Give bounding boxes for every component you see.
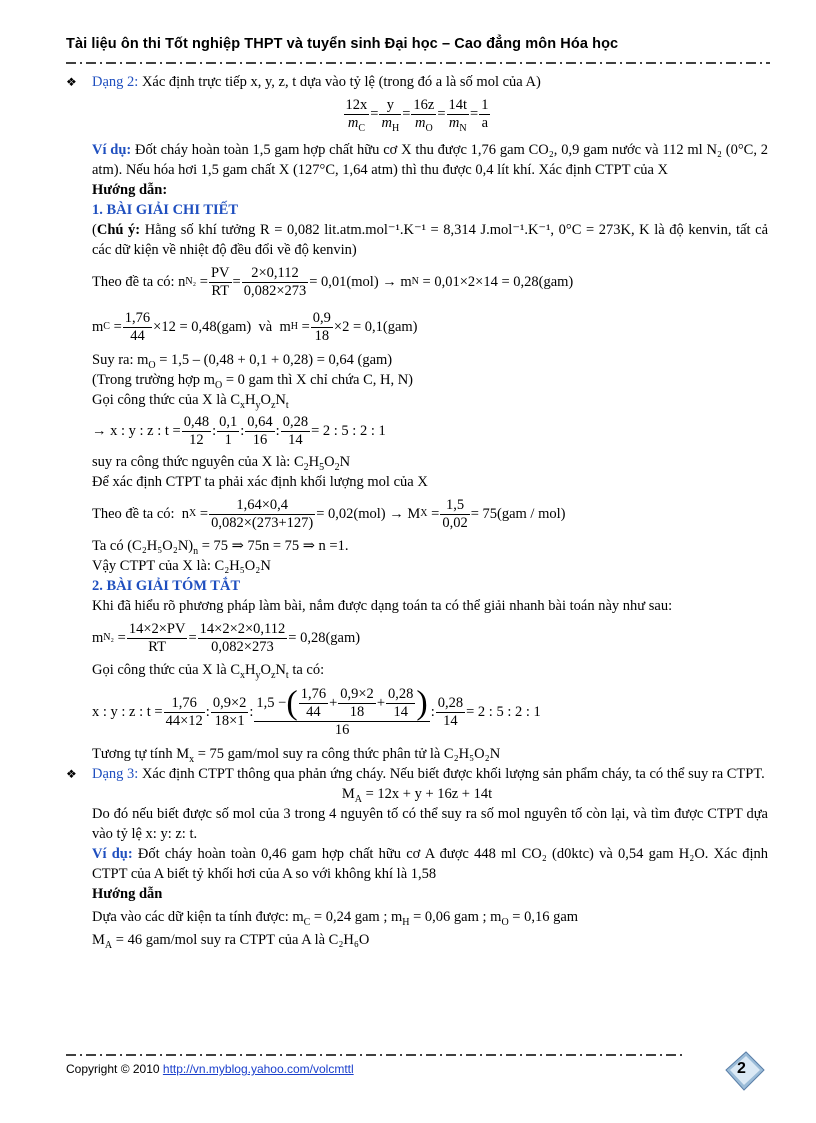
guide-heading-2: Hướng dẫn: [92, 886, 163, 902]
eq-ratio-xyzt: → x : y : z : t = $\frac{0,48}{12}$ : $\frac{0,1}{1}$ : $\frac{0,64}{16}$ : $\frac{0,28}{14}$ = 2 : 5 : 2 : 1: [92, 413, 386, 448]
eq-m-n2: m N₂ = $\frac{14\times 2\times PV}{RT}$ = $\frac{14\times 2\times 2\times 0,112}{0,082\times 273}$ = 0,28(gam): [92, 620, 361, 655]
page-header: Tài liệu ôn thi Tốt nghiệp THPT và tuyển sinh Đại học – Cao đẳng môn Hóa học: [66, 36, 619, 52]
trong-truong-hop: (Trong trường hợp $m_O = 0$ gam thì X chỉ chứa C, H, N): [92, 372, 414, 391]
ma-final: $M_A = 46$ gam/mol suy ra CTPT của A là C₂H₆O: [92, 932, 370, 951]
page-number-badge: [720, 1048, 768, 1094]
footer-divider: [66, 1052, 686, 1056]
suy-ra-mo: Suy ra: $m_O = 1,5 - (0,48 + 0,1 + 0,28) = 0,64$ (gam): [92, 352, 393, 371]
khi-da-hieu: Khi đã hiểu rõ phương pháp làm bài, nắm được dạng toán ta có thể giải nhanh bài toán này như sau:: [92, 598, 673, 614]
example1: [66, 140, 768, 180]
de-xac-dinh: Để xác định CTPT ta phải xác định khối lượng mol của X: [92, 474, 428, 490]
goi-cong-thuc-1: Gọi công thức của X là $C_xH_yO_zN_t$: [92, 392, 289, 411]
example1-label: Ví dụ:: [92, 142, 132, 158]
page-footer: [66, 1062, 354, 1076]
eq-big-ratio: x : y : z : t = $\frac{1,76}{44\times 12}$ : $\frac{0,9\times 2}{18\times 1}$ : 1,5 −( $\frac{1,76}{44}$ + $\frac{0,9\times 2}{18}$ + $\frac{0,28}{14}$ ) 16 : $\frac{0,28}{14}$ = 2 : 5 : 2 : 1: [92, 684, 541, 738]
vay-ctpt: Vậy CTPT của X là: C₂H₅O₂N: [92, 558, 271, 574]
copyright-text: Copyright © 2010: [66, 1062, 163, 1076]
do-do: Do đó nếu biết được số mol của 3 trong 4 nguyên tố có thể suy ra số mol nguyên tố còn lại, và tìm được CTPT dựa vào tỷ lệ x: y: z: t.: [92, 806, 768, 842]
section-2-title: 2. BÀI GIẢI TÓM TẮT: [92, 578, 241, 594]
dang2-text: Xác định trực tiếp x, y, z, t dựa vào tỷ lệ (trong đó a là số mol của A): [141, 74, 541, 90]
diamond-bullet-icon: ❖: [66, 75, 77, 89]
example2: Ví dụ: Đốt cháy hoàn toàn 0,46 gam hợp chất hữu cơ A được 448 ml CO₂ (d0ktc) và 0,54 gam H₂O. Xác định CTPT của A biết tỷ khối hơi của A so với không khí là 1,58: [92, 846, 769, 882]
tuong-tu: Tương tự tính $M_x = 75$ gam/mol suy ra công thức phân tử là C₂H₅O₂N: [92, 746, 501, 765]
eq-n-n2: Theo đề ta có: n N₂ = $\frac{PV}{RT}$ = $\frac{2\times 0,112}{0,082\times 273}$ = 0,01(mol) → m N = 0,01×2×14 = 0,28(gam): [92, 264, 574, 299]
cong-thuc-nguyen: suy ra công thức nguyên của X là: $C_2H_5O_2N$: [92, 454, 351, 473]
note-paragraph: (Chú ý: Hằng số khí tưởng R = 0,082 lit.atm.mol⁻¹.K⁻¹ = 8,314 J.mol⁻¹.K⁻¹, 0°C = 273K, K là độ kenvin, tất cả các dữ kiện về nhiệt độ đều đổi về độ kenvin): [92, 222, 769, 258]
page-body: [66, 72, 768, 950]
footer-link[interactable]: http://vn.myblog.yahoo.com/volcmttl: [162, 1062, 354, 1076]
ratio-equation: $\frac{12x}{m_C}$ = $\frac{y}{m_H}$ = $\frac{16z}{m_O}$ = $\frac{14t}{m_N}$ = $\frac{1}{a}$: [345, 96, 489, 134]
guide-heading-1: Hướng dẫn:: [92, 182, 168, 198]
ta-co-n: Ta có $(C_2H_5O_2N)_n = 75$ ⇒ 75n = 75 ⇒ n =1.: [92, 538, 349, 557]
eq-m-c: m C = $\frac{1,76}{44}$ ×12 = 0,48(gam) và m H = $\frac{0,9}{18}$ ×2 = 0,1(gam): [92, 309, 418, 344]
header-divider: [66, 60, 770, 64]
section-1-title: 1. BÀI GIẢI CHI TIẾT: [92, 202, 238, 218]
goi-cong-thuc-2: Gọi công thức của X là $C_xH_yO_zN_t$ ta có:: [92, 662, 325, 681]
dang3-paragraph: ❖ Dạng 3: Xác định CTPT thông qua phản ứng cháy. Nếu biết được khối lượng sản phẩm cháy, ta có thể suy ra CTPT.: [66, 766, 765, 782]
dua-vao: Dựa vào các dữ kiện ta tính được: $m_C = 0,24$ gam ; $m_H = 0,06$ gam ; $m_O = 0,16$ gam: [92, 909, 579, 928]
example1-text: Đốt cháy hoàn toàn 1,5 gam hợp chất hữu cơ X thu được 1,76 gam CO₂, 0,9 gam nước và 112 ml N₂ (0°C, 2 atm). Nếu hóa hơi 1,5 gam chất X (127°C, 1,64 atm) thì thu được 0,4 lít khí. Xác định CTPT của X: [92, 142, 768, 178]
page-number: 2: [737, 1060, 746, 1077]
diamond-bullet-icon: ❖: [66, 767, 77, 781]
dang2-label: Dạng 2:: [92, 74, 139, 90]
dang2-line: [66, 72, 768, 92]
eq-n-x: Theo đề ta có: n X = $\frac{1,64\times 0,4}{0,082\times(273+127)}$ = 0,02(mol) → M X = $\frac{1,5}{0,02}$ = 75(gam / mol): [92, 496, 566, 531]
ma-equation: $M_A = 12x + y + 16z + 14t$: [341, 786, 493, 805]
